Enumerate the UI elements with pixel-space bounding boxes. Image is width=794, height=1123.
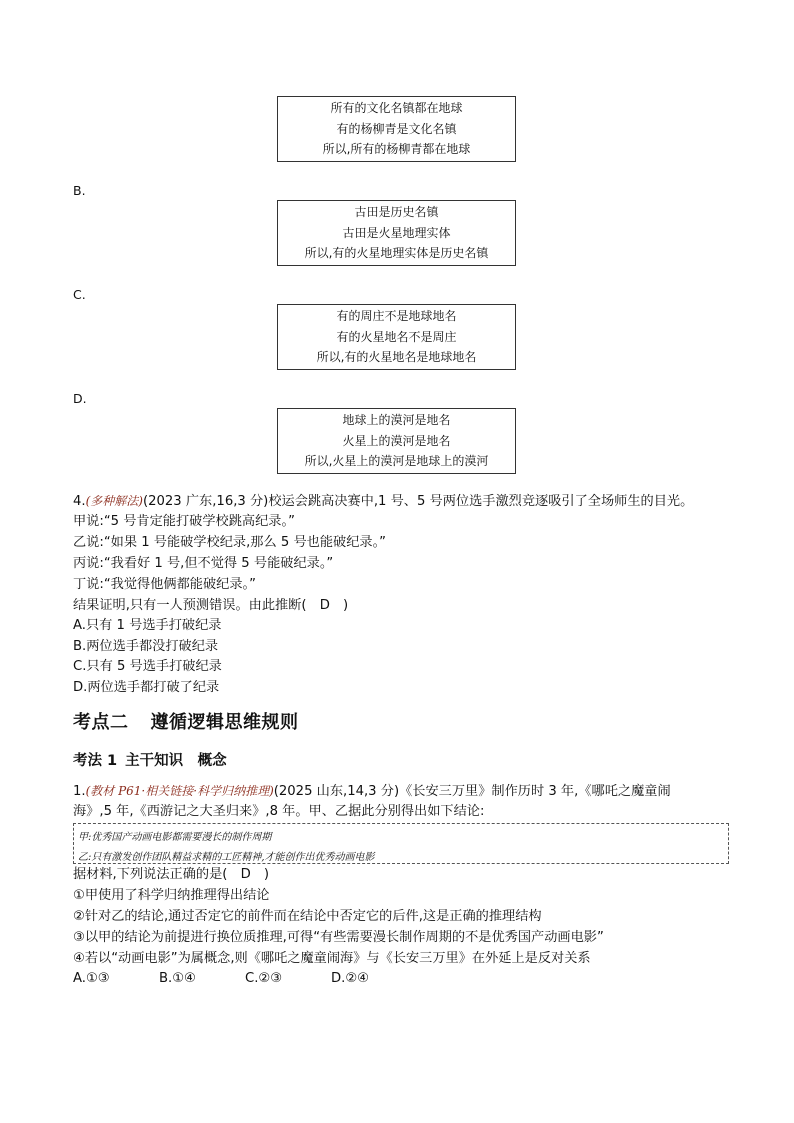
statement-item-2: ②针对乙的结论,通过否定它的前件而在结论中否定它的后件,这是正确的推理结构 [73,909,542,924]
choice-d: D.②④ [331,971,369,986]
section-number: 考点二 [73,712,129,733]
subsection-number: 考法 1 [73,753,118,769]
option-d-label: D. [73,391,87,406]
question-1-choices [73,971,369,986]
choice-c: C.②③ [245,971,283,986]
choice-a: A.①③ [73,971,110,986]
option-c-label: C. [73,287,86,302]
option-a-syllogism-box [277,96,516,162]
question-4-stem [73,491,693,513]
question-1-prompt: 据材料,下列说法正确的是( D ) [73,867,270,882]
conclusion-yi: 乙:只有激发创作团队精益求精的工匠精神,才能创作出优秀动画电影 [78,852,375,863]
choice-b: B.①④ [159,971,196,986]
conclusion: 所以,有的火星地名是地球地名 [316,350,477,364]
question-tag: (多种解法) [85,494,143,508]
conclusion-jia: 甲:优秀国产动画电影都需要漫长的制作周期 [78,832,272,843]
statement-item-4: ④若以“动画电影”为属概念,则《哪吒之魔童闹海》与《长安三万里》在外延上是反对关系 [73,951,591,966]
question-number: 4. [73,494,86,509]
option-d-syllogism-box [277,408,516,474]
option-b-syllogism-box [277,200,516,266]
statement-item-1: ①甲使用了科学归纳推理得出结论 [73,888,270,903]
question-1-stem-line2: 海》,5 年,《西游记之大圣归来》,8 年。甲、乙据此分别得出如下结论: [73,804,485,819]
question-4-option-c: C.只有 5 号选手打破纪录 [73,659,222,674]
conclusions-dashed-box [73,823,729,864]
section-title: 遵循逻辑思维规则 [150,712,299,733]
premise-major: 有的周庄不是地球地名 [336,309,457,323]
premise-minor: 有的火星地名不是周庄 [336,329,457,344]
premise-minor: 有的杨柳青是文化名镇 [336,121,457,136]
subsection-heading [73,749,227,770]
option-c-syllogism-box [277,304,516,370]
question-stem-text: (2023 广东,16,3 分)校运会跳高决赛中,1 号、5 号两位选手激烈竞逐吸引了全场师生的目光。 [142,494,694,509]
question-4-conclusion: 结果证明,只有一人预测错误。由此推断( D ) [73,598,349,613]
question-number: 1. [73,784,86,799]
statement-jia: 甲说:“5 号肯定能打破学校跳高纪录。” [73,514,295,529]
statement-bing: 丙说:“我看好 1 号,但不觉得 5 号能破纪录。” [73,556,334,571]
premise-minor: 火星上的漠河是地名 [342,433,451,448]
premise-major: 地球上的漠河是地名 [342,413,451,427]
question-4-option-d: D.两位选手都打破了纪录 [73,680,220,695]
option-b-label: B. [73,183,86,198]
statement-item-3: ③以甲的结论为前提进行换位质推理,可得“有些需要漫长制作周期的不是优秀国产动画电影” [73,930,604,945]
question-4-option-a: A.只有 1 号选手打破纪录 [73,618,222,633]
question-stem-text: (2025 山东,14,3 分)《长安三万里》制作历时 3 年,《哪吒之魔童闹 [273,784,671,799]
subsection-title: 主干知识 概念 [125,753,227,769]
question-1-stem-line1 [73,781,671,803]
conclusion: 所以,有的火星地理实体是历史名镇 [304,246,489,260]
premise-major: 古田是历史名镇 [354,205,439,219]
question-tag: (教材 P61·相关链接·科学归纳推理) [85,784,274,798]
section-heading [73,708,299,734]
premise-minor: 古田是火星地理实体 [342,225,451,240]
conclusion: 所以,所有的杨柳青都在地球 [322,142,471,156]
statement-ding: 丁说:“我觉得他俩都能破纪录。” [73,577,256,592]
statement-yi: 乙说:“如果 1 号能破学校纪录,那么 5 号也能破纪录。” [73,535,386,550]
conclusion: 所以,火星上的漠河是地球上的漠河 [304,454,489,468]
question-4-option-b: B.两位选手都没打破纪录 [73,639,219,654]
premise-major: 所有的文化名镇都在地球 [330,101,463,115]
